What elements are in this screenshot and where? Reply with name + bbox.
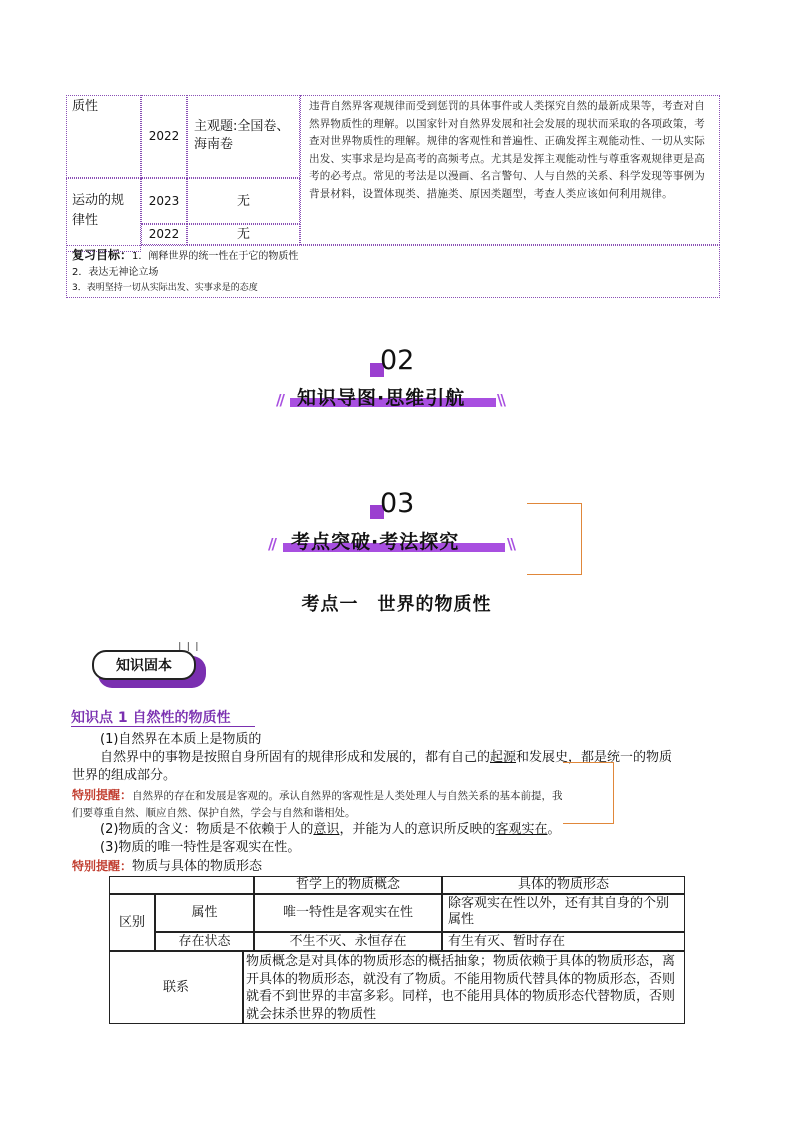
kp1-underline-objective-reality: 客观实在	[495, 822, 548, 837]
exam-analysis-cell	[300, 95, 720, 245]
kp1-point-1: (1)自然界在本质上是物质的	[100, 732, 262, 747]
decorative-bracket	[527, 503, 582, 575]
review-goals-label: 复习目标：	[72, 248, 133, 262]
row-attribute-label: 属性	[155, 894, 254, 932]
section-02-slash-right: \\	[497, 391, 504, 409]
source-text: 无	[236, 227, 250, 242]
tip-1-label: 特别提醒：	[72, 788, 133, 802]
top-table	[66, 95, 720, 298]
section-03-title: 考点突破·考法探究	[291, 531, 460, 553]
kp1-title-rule	[71, 726, 255, 727]
row-attribute-philosophical: 唯一特性是客观实在性	[254, 894, 442, 932]
kp1-text: 。	[547, 822, 561, 837]
source-text: 主观题:全国卷、海南卷	[194, 119, 290, 152]
kp1-text: 和发展史，都是统一的物质	[516, 750, 673, 765]
comparison-table	[109, 876, 685, 1024]
header-concrete: 具体的物质形态	[442, 876, 685, 894]
section-03-slash-left: //	[268, 535, 275, 553]
year-text: 2022	[148, 227, 180, 241]
section-03-slash-right: \\	[507, 535, 514, 553]
tip-1	[72, 786, 563, 805]
kp1-text: (2)物质的含义：物质是不依赖于人的	[100, 822, 314, 837]
tip-bracket	[563, 762, 614, 824]
topic-title: 考点一 世界的物质性	[301, 594, 492, 615]
year-cell-3	[141, 224, 187, 245]
section-03-number: 03	[380, 488, 415, 519]
review-goal-2: 2．表达无神论立场	[72, 267, 159, 278]
kp1-underline-consciousness: 意识	[313, 822, 340, 837]
header-empty	[109, 876, 254, 894]
kp1-paragraph-1-cont: 世界的组成部分。	[72, 768, 177, 783]
row-state-label: 存在状态	[155, 932, 254, 951]
row-connection-label: 联系	[109, 951, 243, 1024]
topic-cell-1	[66, 95, 141, 178]
year-cell-2	[141, 178, 187, 224]
topic-text: 运动的规律性	[72, 193, 125, 228]
kp1-text: ，并能为人的意识所反映的	[339, 822, 496, 837]
review-goal-1: 1．阐释世界的统一性在于它的物质性	[132, 251, 299, 262]
header-philosophical: 哲学上的物质概念	[254, 876, 442, 894]
knowledge-badge	[92, 642, 206, 688]
kp1-underline-origin: 起源	[490, 750, 517, 765]
kp1-point-3: (3)物质的唯一特性是客观实在性。	[100, 840, 301, 855]
kp1-text: 自然界中的事物是按照自身所固有的规律形成和发展的，都有自己的	[100, 750, 491, 765]
row-connection-text: 物质概念是对具体的物质形态的概括抽象；物质依赖于具体的物质形态，离开具体的物质形态，就没有了物质。不能用物质代替具体的物质形态，否则就看不到世界的丰富多彩。同样，也不能用具体的物质形态代替物质，否则就会抹杀世界的物质性	[243, 951, 685, 1024]
section-02-slash-left: //	[276, 391, 283, 409]
exam-analysis-text: 违背自然界客观规律而受到惩罚的具体事件或人类探究自然的最新成果等，考查对自然界物质性的理解。以国家针对自然界发展和社会发展的现状而采取的各项政策，考查对世界物质性的理解。规律的客观性和普遍性、正确发挥主观能动性、一切从实际出发、实事求是均是高考的高频考点。尤其是发挥主观能动性与尊重客观规律更是高考的必考点。常见的考法是以漫画、名言警句、人与自然的关系、科学发现等事例为背景材料，设置体现类、措施类、原因类题型，考查人类应该如何利用规律。	[309, 100, 705, 200]
topic-text: 质性	[72, 99, 99, 114]
badge-ring-icon: ❘❘❘	[176, 642, 202, 652]
kp1-point-2	[100, 821, 560, 839]
section-02-number: 02	[380, 345, 415, 376]
source-text: 无	[236, 193, 250, 209]
row-state-concrete: 有生有灭、暂时存在	[442, 932, 685, 951]
review-goals-cell	[66, 245, 720, 298]
tip-1-text: 自然界的存在和发展是客观的。承认自然界的客观性是人类处理人与自然关系的基本前提，我	[132, 790, 563, 802]
review-goal-3: 3．表明坚持一切从实际出发、实事求是的态度	[72, 283, 258, 293]
tip-2-text: 物质与具体的物质形态	[132, 859, 263, 874]
source-cell-3	[187, 224, 300, 245]
source-cell-2	[187, 178, 300, 224]
year-cell-1	[141, 95, 187, 178]
topic-cell-2	[66, 178, 141, 252]
year-text: 2022	[148, 129, 180, 143]
year-text: 2023	[148, 193, 180, 208]
tip-2-label: 特别提醒：	[72, 859, 133, 873]
badge-label: 知识固本	[92, 650, 196, 680]
tip-2	[72, 857, 262, 876]
kp1-title: 知识点 1 自然性的物质性	[71, 710, 231, 726]
tip-1-cont: 们要尊重自然、顺应自然、保护自然，学会与自然和谐相处。	[72, 807, 356, 819]
row-state-philosophical: 不生不灭、永恒存在	[254, 932, 442, 951]
group-difference: 区别	[109, 894, 155, 951]
section-02-title: 知识导图·思维引航	[297, 387, 466, 409]
row-attribute-concrete: 除客观实在性以外，还有其自身的个别属性	[442, 894, 685, 932]
source-cell-1	[187, 95, 300, 178]
